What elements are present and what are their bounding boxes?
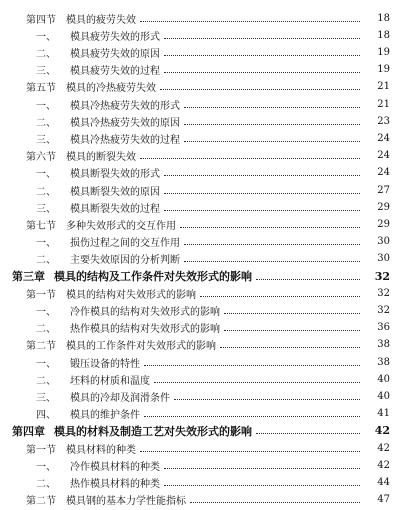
toc-entry-title: 损伤过程之间的交互作用 [70, 238, 180, 250]
dot-leader [164, 72, 360, 73]
toc-entry-page: 29 [377, 201, 390, 213]
toc-entry-page: 41 [377, 408, 390, 420]
toc-entry-page: 30 [377, 253, 390, 265]
dot-leader [154, 382, 360, 383]
dot-leader [174, 399, 360, 400]
toc-entry-number: 第七节 [26, 220, 56, 232]
dot-leader [256, 279, 360, 280]
toc-entry-number: 一、 [36, 306, 56, 318]
toc-entry-page: 24 [377, 132, 390, 144]
toc-entry-page: 42 [377, 459, 390, 471]
toc-entry-title: 模具疲劳失效的形式 [70, 31, 160, 43]
toc-entry-title: 多种失效形式的交互作用 [66, 220, 176, 232]
dot-leader [224, 313, 360, 314]
dot-leader [160, 89, 360, 90]
dot-leader [164, 55, 360, 56]
toc-entry-number: 第二节 [26, 341, 56, 353]
toc-entry-page: 40 [377, 390, 390, 402]
toc-entry [0, 490, 408, 510]
toc-entry-page: 42 [374, 424, 390, 438]
toc-entry-page: 47 [377, 494, 390, 506]
toc-entry-page: 42 [377, 442, 390, 454]
toc-entry-title: 模具冷热疲劳失效的原因 [70, 117, 180, 129]
dot-leader [184, 261, 360, 262]
dot-leader [184, 141, 360, 142]
toc-entry-number: 一、 [36, 461, 56, 473]
dot-leader [140, 451, 360, 452]
toc-entry-page: 38 [377, 356, 390, 368]
toc-entry-number: 第二节 [26, 496, 56, 508]
toc-entry-title: 模具断裂失效的原因 [70, 186, 160, 198]
toc-entry-page: 19 [377, 64, 390, 76]
toc-entry-page: 36 [377, 322, 390, 334]
toc-entry-page: 24 [377, 150, 390, 162]
dot-leader [164, 468, 360, 469]
toc-entry-number: 三、 [36, 66, 56, 78]
toc-entry-title: 模具的疲劳失效 [66, 14, 136, 26]
dot-leader [184, 124, 360, 125]
toc-entry-page: 44 [377, 476, 390, 488]
toc-entry-page: 21 [377, 98, 390, 110]
toc-entry-page: 32 [377, 304, 390, 316]
dot-leader [144, 365, 360, 366]
toc-entry-title: 模具断裂失效的形式 [70, 169, 160, 181]
toc-entry-title: 模具疲劳失效的过程 [70, 66, 160, 78]
toc-entry-number: 第四节 [26, 14, 56, 26]
toc-entry-title: 热作模具的结构对失效形式的影响 [70, 324, 220, 336]
toc-entry-title: 模具疲劳失效的原因 [70, 48, 160, 60]
toc-entry-number: 一、 [36, 238, 56, 250]
dot-leader [164, 38, 360, 39]
toc-entry-page: 40 [377, 373, 390, 385]
toc-entry-page: 18 [377, 12, 390, 24]
toc-entry-page: 32 [374, 269, 390, 283]
toc-entry-number: 二、 [36, 324, 56, 336]
dot-leader [164, 485, 360, 486]
toc-entry-page: 21 [377, 81, 390, 93]
toc-entry-number: 三、 [36, 203, 56, 215]
toc-entry-title: 主要失效原因的分析判断 [70, 255, 180, 267]
toc-entry-number: 第六节 [26, 152, 56, 164]
toc-entry-number: 二、 [36, 48, 56, 60]
dot-leader [140, 158, 360, 159]
toc-entry-number: 二、 [36, 117, 56, 129]
toc-entry-number: 第五节 [26, 83, 56, 95]
toc-entry-title: 冷作模具的结构对失效形式的影响 [70, 306, 220, 318]
toc-entry-page: 23 [377, 115, 390, 127]
toc-entry-number: 四、 [36, 410, 56, 422]
dot-leader [220, 347, 360, 348]
toc-entry-title: 热作模具材料的种类 [70, 478, 160, 490]
toc-entry-title: 模具的结构及工作条件对失效形式的影响 [54, 270, 252, 283]
toc-entry-number: 第一节 [26, 444, 56, 456]
dot-leader [180, 227, 360, 228]
toc-entry-title: 模具材料的种类 [66, 444, 136, 456]
toc-entry-title: 冷作模具材料的种类 [70, 461, 160, 473]
dot-leader [140, 21, 360, 22]
toc-entry-title: 模具冷热疲劳失效的过程 [70, 134, 180, 146]
dot-leader [184, 244, 360, 245]
toc-entry-title: 模具的断裂失效 [66, 152, 136, 164]
toc-entry-page: 29 [377, 218, 390, 230]
toc-entry-page: 38 [377, 339, 390, 351]
toc-entry-number: 三、 [36, 134, 56, 146]
dot-leader [164, 175, 360, 176]
toc-entry-number: 二、 [36, 255, 56, 267]
dot-leader [190, 502, 360, 503]
toc-entry-title: 模具的结构对失效形式的影响 [66, 289, 196, 301]
dot-leader [184, 107, 360, 108]
toc-entry-title: 模具的材料及制造工艺对失效形式的影响 [54, 424, 252, 438]
dot-leader [164, 193, 360, 194]
toc-entry-title: 坯料的材质和温度 [70, 375, 150, 387]
toc-entry-title: 模具断裂失效的过程 [70, 203, 160, 215]
toc-entry-number: 一、 [36, 169, 56, 181]
dot-leader [164, 210, 360, 211]
toc-entry-number: 二、 [36, 478, 56, 490]
dot-leader [144, 416, 360, 417]
toc-entry-number: 三、 [36, 392, 56, 404]
toc-entry-title: 模具的冷热疲劳失效 [66, 83, 156, 95]
toc-entry-title: 模具冷热疲劳失效的形式 [70, 100, 180, 112]
dot-leader [200, 296, 360, 297]
toc-entry-page: 19 [377, 46, 390, 58]
dot-leader [256, 433, 360, 434]
toc-entry-page: 18 [377, 29, 390, 41]
toc-entry-page: 27 [377, 184, 390, 196]
toc-entry-number: 二、 [36, 375, 56, 387]
toc-entry-page: 32 [377, 287, 390, 299]
toc-entry-title: 模具的工作条件对失效形式的影响 [66, 341, 216, 353]
dot-leader [224, 330, 360, 331]
toc-entry-page: 24 [377, 167, 390, 179]
toc-entry-number: 第四章 [12, 424, 45, 438]
toc-entry-title: 模具钢的基本力学性能指标 [66, 496, 186, 508]
toc-entry-number: 第一节 [26, 289, 56, 301]
toc-entry-title: 锻压设备的特性 [70, 358, 140, 370]
toc-entry-number: 第三章 [12, 270, 45, 283]
toc-entry-number: 一、 [36, 31, 56, 43]
toc-entry-number: 一、 [36, 100, 56, 112]
toc-entry-title: 模具的冷却及润滑条件 [70, 392, 170, 404]
toc-entry-number: 一、 [36, 358, 56, 370]
toc-entry-number: 二、 [36, 186, 56, 198]
toc-entry-title: 模具的维护条件 [70, 410, 140, 422]
toc-entry-page: 30 [377, 236, 390, 248]
